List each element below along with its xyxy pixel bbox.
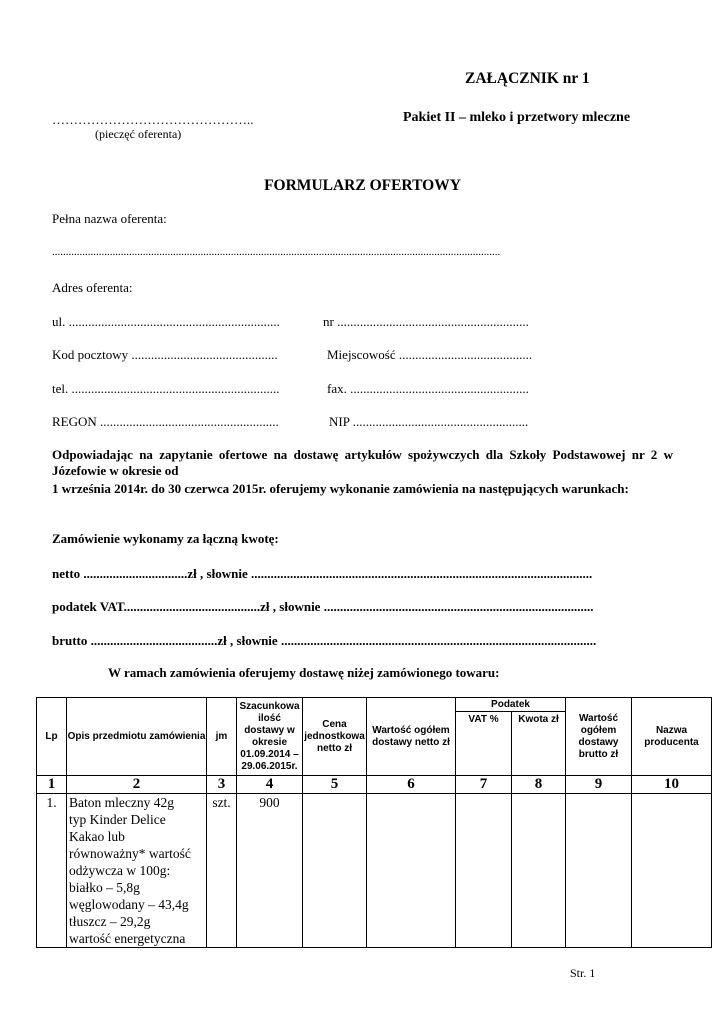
header-total-gross: Wartość ogółem dostawy brutto zł bbox=[566, 698, 632, 776]
description-line: wartość energetyczna bbox=[69, 931, 186, 946]
row-unit-price[interactable] bbox=[303, 794, 367, 948]
column-number: 8 bbox=[512, 776, 566, 794]
column-number: 3 bbox=[207, 776, 237, 794]
row-unit: szt. bbox=[207, 794, 237, 948]
page-number: Str. 1 bbox=[570, 966, 596, 980]
address-label: Adres oferenta: bbox=[52, 280, 133, 295]
row-quantity: 900 bbox=[237, 794, 303, 948]
annex-title: ZAŁĄCZNIK nr 1 bbox=[465, 70, 590, 87]
description-line: odżywcza w 100g: bbox=[69, 863, 171, 878]
offer-intro-paragraph: Odpowiadając na zapytanie ofertowe na dostawę artykułów spożywczych dla Szkoły Podstawowej nr 2 w Józefowie w okresie od bbox=[52, 447, 673, 478]
regon-field[interactable]: REGON ....................................................... bbox=[52, 414, 279, 429]
city-field[interactable]: Miejscowość ......................................... bbox=[327, 347, 533, 362]
header-quantity: Szacunkowa ilość dostawy w okresie 01.09.2014 – 29.06.2015r. bbox=[237, 698, 303, 776]
description-line: typ Kinder Delice bbox=[69, 812, 166, 827]
postal-code-field[interactable]: Kod pocztowy ............................................. bbox=[52, 347, 278, 362]
nip-field[interactable]: NIP ...................................................... bbox=[329, 414, 529, 429]
row-total-net[interactable] bbox=[367, 794, 456, 948]
header-tax: Podatek bbox=[456, 698, 566, 712]
column-number: 1 bbox=[37, 776, 67, 794]
header-total-net: Wartość ogółem dostawy netto zł bbox=[367, 698, 456, 776]
header-description: Opis przedmiotu zamówienia bbox=[67, 698, 207, 776]
header-lp: Lp bbox=[37, 698, 67, 776]
header-unit-price: Cena jednostkowa netto zł bbox=[303, 698, 367, 776]
header-vat-amount: Kwota zł bbox=[512, 712, 566, 776]
row-description bbox=[67, 794, 207, 948]
header-vat-percent: VAT % bbox=[456, 712, 512, 776]
column-number: 6 bbox=[367, 776, 456, 794]
netto-line[interactable]: netto ................................zł , słownie ......................................................................................................... bbox=[52, 566, 593, 581]
total-amount-label: Zamówienie wykonamy za łączną kwotę: bbox=[52, 531, 279, 546]
column-number: 9 bbox=[566, 776, 632, 794]
header-producer: Nazwa producenta bbox=[632, 698, 712, 776]
phone-field[interactable]: tel. ................................................................ bbox=[52, 381, 280, 396]
scope-heading: W ramach zamówienia oferujemy dostawę niżej zamówionego towaru: bbox=[108, 665, 500, 680]
row-vat-percent[interactable] bbox=[456, 794, 512, 948]
description-line: Baton mleczny 42g bbox=[69, 795, 174, 810]
house-number-field[interactable]: nr ........................................................... bbox=[323, 314, 529, 329]
description-line: równoważny* wartość bbox=[69, 846, 191, 861]
description-line: Kakao lub bbox=[69, 829, 125, 844]
description-line: węglowodany – 43,4g bbox=[69, 897, 189, 912]
fax-field[interactable]: fax. ....................................................... bbox=[327, 381, 529, 396]
column-number: 7 bbox=[456, 776, 512, 794]
stamp-placeholder-dots: ……………………………………….. bbox=[52, 112, 254, 127]
full-name-line[interactable]: ................................................................................................................................................................... bbox=[52, 246, 501, 258]
row-total-gross[interactable] bbox=[566, 794, 632, 948]
vat-line[interactable]: podatek VAT..........................................zł , słownie ................................................................................... bbox=[52, 599, 594, 614]
offer-table bbox=[36, 697, 712, 948]
row-producer[interactable] bbox=[632, 794, 712, 948]
column-number: 10 bbox=[632, 776, 712, 794]
street-field[interactable]: ul. ................................................................. bbox=[52, 314, 280, 329]
brutto-line[interactable]: brutto .......................................zł , słownie ................................................................................................. bbox=[52, 633, 597, 648]
column-number: 4 bbox=[237, 776, 303, 794]
description-line: białko – 5,8g bbox=[69, 880, 140, 895]
form-title: FORMULARZ OFERTOWY bbox=[264, 177, 461, 194]
offer-period-paragraph: 1 września 2014r. do 30 czerwca 2015r. oferujemy wykonanie zamówienia na następujących warunkach: bbox=[52, 481, 629, 496]
table-row bbox=[37, 794, 712, 948]
description-line: tłuszcz – 29,2g bbox=[69, 914, 151, 929]
header-unit: jm bbox=[207, 698, 237, 776]
stamp-label: (pieczęć oferenta) bbox=[95, 127, 182, 141]
full-name-label: Pełna nazwa oferenta: bbox=[52, 211, 167, 226]
row-vat-amount[interactable] bbox=[512, 794, 566, 948]
package-title: Pakiet II – mleko i przetwory mleczne bbox=[403, 110, 631, 125]
column-number: 5 bbox=[303, 776, 367, 794]
column-number: 2 bbox=[67, 776, 207, 794]
row-lp: 1. bbox=[37, 794, 67, 948]
